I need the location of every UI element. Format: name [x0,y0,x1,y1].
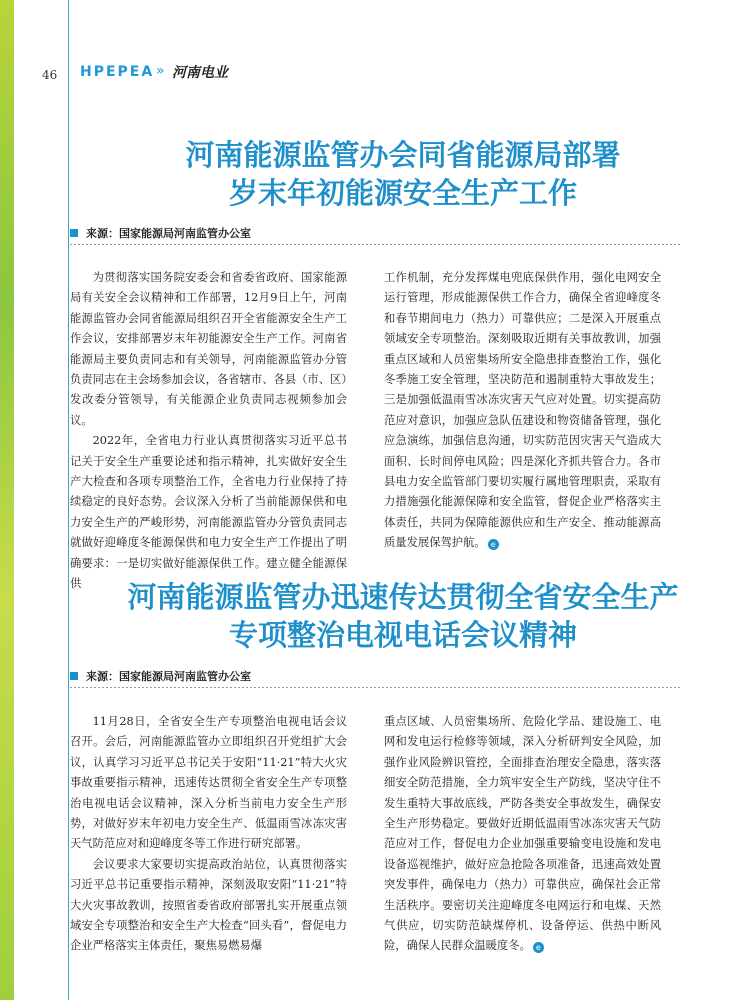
article2-column-2 [384,712,661,957]
article2-source-text: 来源：国家能源局河南监管办公室 [86,670,251,683]
article1-column-2 [384,268,661,554]
article1-column-1 [70,268,347,595]
article1-source-divider [70,244,680,245]
article2-title [70,578,736,654]
article1-title-line: 岁末年初能源安全生产工作 [228,176,577,210]
article1-paragraph [384,268,661,554]
end-mark-icon: e [488,539,499,550]
page-number: 46 [42,68,58,82]
article1-paragraph: 2022年，全省电力行业认真贯彻落实习近平总书记关于安全生产重要论述和指示精神，扎实做好安全生产大检查和各项专项整治工作，全省电力行业保持了持续稳定的良好态势。会议深入分析了当前能源保供和电力安全生产的严峻形势，河南能源监管办分管负责同志就做好迎峰度冬能源保供和电力安全生产工作提出了明确要求：一是切实做好能源保供工作。建立健全能源保供 [70,434,347,591]
article1-source [70,225,251,241]
magazine-name: 河南电业 [172,65,228,81]
article1-paragraph: 为贯彻落实国务院安委会和省委省政府、国家能源局有关安全会议精神和工作部署，12月9日上午，河南能源监管办会同省能源局组织召开全省能源安全生产工作会议，安排部署岁末年初能源安全生产工作。河南省能源局主要负责同志和有关领导，河南能源监管办分管负责同志在主会场参加会议，各省辖市、各县（市、区）发改委分管领导，有关能源企业负责同志视频参加会议。 [70,271,347,427]
source-square-icon [70,672,78,680]
article1-paragraph-text: 工作机制，充分发挥煤电兜底保供作用，强化电网安全运行管理，形成能源保供工作合力，确保全省迎峰度冬和春节期间电力（热力）可靠供应；二是深入开展重点领域安全专项整治。深刻吸取近期有关事故教训，加强重点区域和人员密集场所安全隐患排查整治工作，强化冬季施工安全管理，坚决防范和遏制重特大事故发生；三是加强低温雨雪冰冻灾害天气应对处置。切实提高防范应对意识，加强应急队伍建设和物资储备管理，强化应急演练，加强信息沟通，切实防范因灾害天气造成大面积、长时间停电风险；四是深化齐抓共管合力。各市县电力安全监管部门要切实履行属地管理职责，采取有力措施强化能源保障和安全监管，督促企业严格落实主体责任，共同为保障能源供应和生产安全、推动能源高质量发展保驾护航。 [384,271,661,550]
brand-logo: HPEPEA [80,64,155,80]
article2-source-divider [70,687,680,688]
article2-title-line: 河南能源监管办迅速传达贯彻全省安全生产 [127,580,679,614]
article2-paragraph-text: 重点区域、人员密集场所、危险化学品、建设施工、电网和发电运行检修等领域，深入分析研判安全风险，加强作业风险辨识管控，全面排查治理安全隐患，落实落细安全防范措施，全力筑牢安全生产防线，坚决守住不发生重特大事故底线，严防各类安全事故发生，确保安全生产形势稳定。要做好近期低温雨雪冰冻灾害天气防范应对工作，督促电力企业加强重要输变电设施和发电设备巡视维护，做好应急抢险各项准备，迅速高效处置突发事件，确保电力（热力）可靠供应，确保社会正常生活秩序。要密切关注迎峰度冬电网运行和电煤、天然气供应，切实防范缺煤停机、设备停运、供热中断风险，确保人民群众温暖度冬。 [384,715,661,953]
article2-paragraph [384,712,661,957]
article2-title-line: 专项整治电视电话会议精神 [228,618,577,652]
source-square-icon [70,229,78,237]
article2-paragraph: 会议要求大家要切实提高政治站位，认真贯彻落实习近平总书记重要指示精神，深刻汲取安阳“11·21”特大火灾事故教训，按照省委省政府部署扎实开展重点领域安全专项整治和安全生产大检查“回头看”，督促电力企业严格落实主体责任，聚焦易燃易爆 [70,857,347,953]
header-separator: » [156,63,165,79]
margin-rule [68,0,69,1000]
end-mark-icon: e [533,942,544,953]
article1-title-line: 河南能源监管办会同省能源局部署 [185,138,621,172]
article1-source-text: 来源：国家能源局河南监管办公室 [86,227,251,240]
article1-title [70,136,736,212]
article2-column-1 [70,712,347,957]
article2-source [70,668,251,684]
side-color-bar [0,0,14,1000]
article2-paragraph: 11月28日，全省安全生产专项整治电视电话会议召开。会后，河南能源监管办立即组织召开党组扩大会议，认真学习习近平总书记关于安阳“11·21”特大火灾事故重要指示精神，迅速传达贯彻全省安全生产专项整治电视电话会议精神，深入分析当前电力安全生产形势，对做好岁末年初电力安全生产、低温雨雪冰冻灾害天气防范应对和迎峰度冬等工作进行研究部署。 [70,715,347,851]
